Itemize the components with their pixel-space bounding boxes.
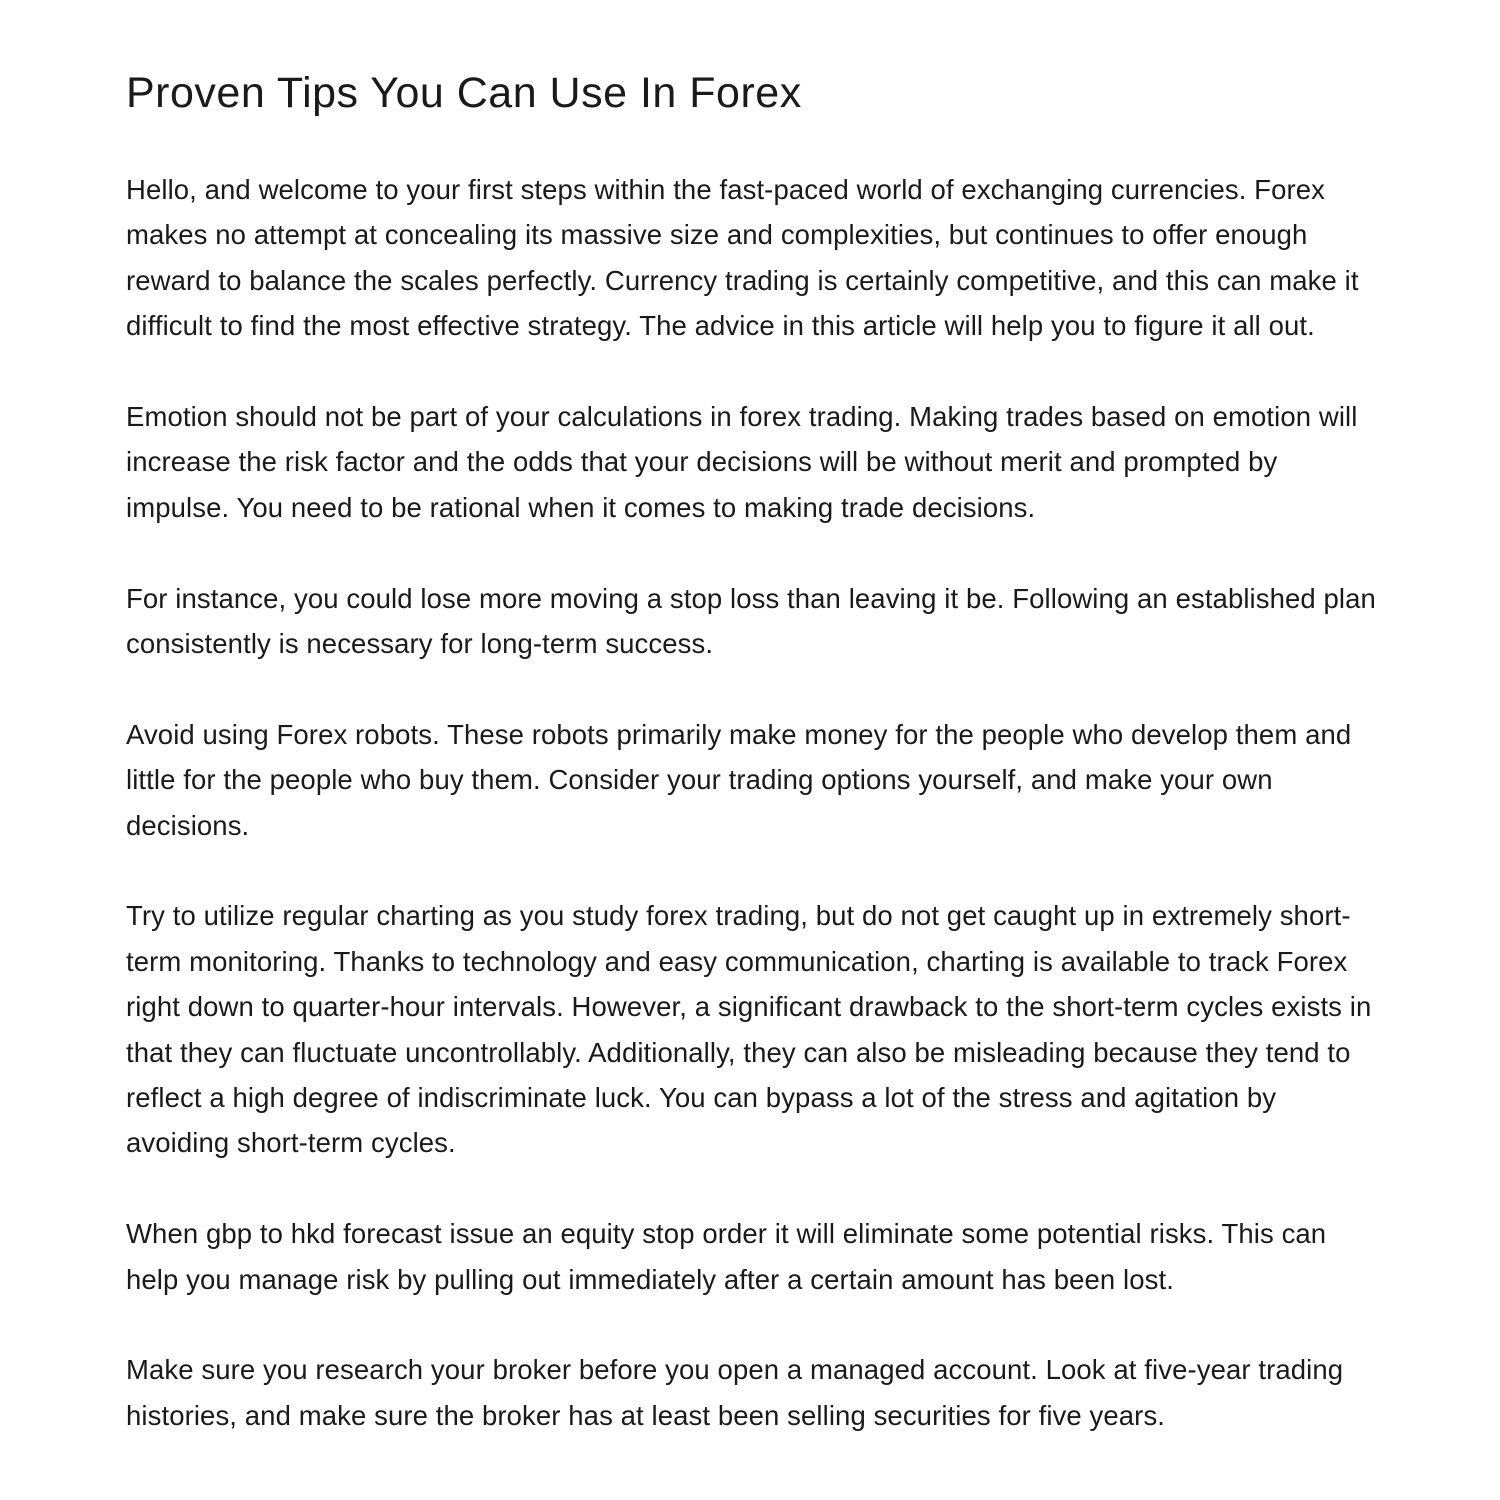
paragraph-broker: Make sure you research your broker before you open a managed account. Look at five-year trading histories, and make sure the broker has at least been selling securities for five years. bbox=[126, 1354, 1344, 1431]
paragraph-intro: Hello, and welcome to your first steps within the fast-paced world of exchanging currencies. Forex makes no attempt at concealing its massive size and complexities, but continues to offer enough reward to balance the scales perfectly. Currency trading is certainly competitive, and this can make it difficult to find the most effective strategy. The advice in this article will help you to figure it all out. bbox=[126, 174, 1359, 342]
paragraph-robots: Avoid using Forex robots. These robots primarily make money for the people who develop them and little for the people who buy them. Consider your trading options yourself, and make your own decisions. bbox=[126, 718, 1352, 841]
document-title: Proven Tips You Can Use In Forex bbox=[126, 69, 802, 117]
document-page bbox=[126, 64, 1386, 1484]
paragraph-equity-stop: When gbp to hkd forecast issue an equity stop order it will eliminate some potential risks. This can help you manage risk by pulling out immediately after a certain amount has been lost. bbox=[126, 1218, 1327, 1295]
paragraph-stop-loss: For instance, you could lose more moving a stop loss than leaving it be. Following an established plan consistently is necessary for long-term success. bbox=[126, 582, 1376, 660]
paragraph-emotion: Emotion should not be part of your calculations in forex trading. Making trades based on emotion will increase the risk factor and the odds that your decisions will be without merit and prompted by impulse. You need to be rational when it comes to making trade decisions. bbox=[126, 401, 1358, 523]
paragraph-charting: Try to utilize regular charting as you study forex trading, but do not get caught up in extremely short-term monitoring. Thanks to technology and easy communication, charting is available to track Forex right down to quarter-hour intervals. However, a significant drawback to the short-term cycles exists in that they can fluctuate uncontrollably. Additionally, they can also be misleading because they tend to reflect a high degree of indiscriminate luck. You can bypass a lot of the stress and agitation by avoiding short-term cycles. bbox=[126, 900, 1372, 1159]
